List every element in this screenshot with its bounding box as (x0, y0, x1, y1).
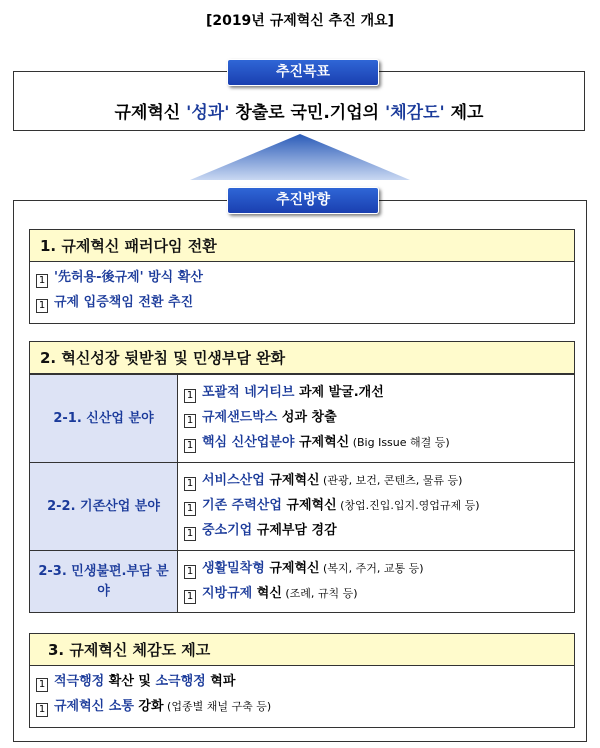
list-item: 1 '先허용-後규제' 방식 확산 (30, 265, 574, 290)
subsection-row (30, 374, 574, 462)
subsection-row (30, 550, 574, 612)
list-item: 1 지방규제 혁신 (조례, 규칙 등) (178, 581, 574, 606)
direction-label-badge: 추진방향 (227, 187, 379, 214)
list-item: 1 기존 주력산업 규제혁신 (창업.진입.입지.영업규제 등) (178, 493, 574, 518)
checkbox-icon: 1 (184, 527, 196, 541)
goal-statement (13, 98, 585, 123)
section-1 (29, 229, 575, 324)
checkbox-icon: 1 (184, 590, 196, 604)
checkbox-icon: 1 (184, 389, 196, 403)
checkbox-icon: 1 (184, 414, 196, 428)
subsection-label: 2-1. 신산업 분야 (30, 375, 178, 462)
checkbox-icon: 1 (36, 274, 48, 288)
section-3-title: 3. 규제혁신 체감도 제고 (30, 634, 574, 666)
list-item: 1 포괄적 네거티브 과제 발굴.개선 (178, 380, 574, 405)
list-item: 1 생활밀착형 규제혁신 (복지, 주거, 교통 등) (178, 556, 574, 581)
section-2-title: 2. 혁신성장 뒷받침 및 민생부담 완화 (30, 342, 574, 374)
checkbox-icon: 1 (184, 565, 196, 579)
checkbox-icon: 1 (36, 703, 48, 717)
subsection-label: 2-3. 민생불편.부담 분야 (30, 551, 178, 612)
goal-label-badge: 추진목표 (227, 59, 379, 86)
subsection-row (30, 462, 574, 550)
checkbox-icon: 1 (36, 299, 48, 313)
page-title: [2019년 규제혁신 추진 개요] (205, 13, 395, 29)
list-item: 1 적극행정 확산 및 소극행정 혁파 (30, 669, 574, 694)
direction-box (13, 200, 587, 742)
goal-highlight-perception: '체감도' (385, 103, 445, 123)
list-item: 1 규제 입증책임 전환 추진 (30, 290, 574, 315)
goal-text-pre: 규제혁신 (114, 103, 187, 123)
list-item: 1 핵심 신산업분야 규제혁신 (Big Issue 해결 등) (178, 430, 574, 455)
list-item: 1 서비스산업 규제혁신 (관광, 보건, 콘텐츠, 물류 등) (178, 468, 574, 493)
checkbox-icon: 1 (184, 477, 196, 491)
list-item: 1 규제혁신 소통 강화 (업종별 채널 구축 등) (30, 694, 574, 719)
section-2 (29, 341, 575, 613)
checkbox-icon: 1 (36, 678, 48, 692)
subsection-label: 2-2. 기존산업 분야 (30, 463, 178, 550)
section-3 (29, 633, 575, 728)
goal-text-post: 제고 (444, 103, 484, 123)
list-item: 1 중소기업 규제부담 경감 (178, 518, 574, 543)
list-item: 1 규제샌드박스 성과 창출 (178, 405, 574, 430)
goal-text-mid: 창출로 국민.기업의 (229, 103, 385, 123)
section-1-title: 1. 규제혁신 패러다임 전환 (30, 230, 574, 262)
up-arrow-icon (190, 134, 410, 180)
goal-highlight-performance: '성과' (186, 103, 230, 123)
checkbox-icon: 1 (184, 502, 196, 516)
checkbox-icon: 1 (184, 439, 196, 453)
